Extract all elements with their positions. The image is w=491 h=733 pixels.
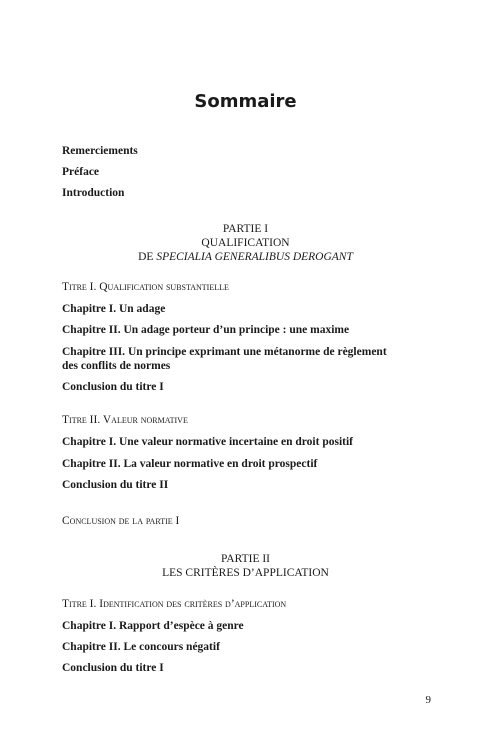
chapter-number: Chapitre II. (62, 324, 121, 336)
part1-titre1-chapter-2 (62, 323, 349, 338)
part2-titre1-chapter-1 (62, 619, 244, 634)
part2-titre1-conclusion: Conclusion du titre I (62, 662, 164, 674)
chapter-text: Rapport d’espèce à genre (118, 620, 244, 632)
part1-titre2-chapter-1 (62, 435, 353, 450)
part1-titre1-label: Titre I. Qualification substantielle (62, 281, 229, 293)
toc-entry-remerciements: Remerciements (62, 145, 138, 157)
part2-title: LES CRITÈRES D’APPLICATION (162, 567, 329, 579)
chapter-text: La valeur normative en droit prospectif (123, 458, 318, 470)
part1-titre2-chapter-2 (62, 457, 317, 472)
toc-entry-preface: Préface (62, 166, 100, 178)
chapter-text: Un principe exprimant une métanorme de règlement (127, 346, 387, 358)
part1-titre1-chapter-1 (62, 302, 165, 317)
part2-label: PARTIE II (220, 553, 271, 565)
part1-subtitle-prefix: DE (138, 251, 154, 263)
chapter-number: Chapitre I. (62, 303, 117, 315)
part1-titre1-chapter-3 (62, 345, 387, 360)
part1-titre2-conclusion: Conclusion du titre II (62, 479, 169, 491)
part1-titre1-conclusion: Conclusion du titre I (62, 381, 164, 393)
page-title: Sommaire (194, 91, 297, 112)
part2-titre1-chapter-2 (62, 640, 220, 655)
part1-subtitle (0, 250, 491, 265)
part2-titre1-label: Titre I. Identification des critères d’application (62, 598, 287, 610)
page-number: 9 (425, 694, 431, 706)
toc-entry-introduction: Introduction (62, 187, 125, 199)
chapter-number: Chapitre I. (62, 436, 117, 448)
chapter-text: Une valeur normative incertaine en droit positif (118, 436, 354, 448)
chapter-number: Chapitre II. (62, 458, 121, 470)
part1-subtitle-italic: SPECIALIA GENERALIBUS DEROGANT (156, 251, 353, 263)
part1-titre1-chapter-3-cont: des conflits de normes (62, 360, 171, 372)
chapter-number: Chapitre III. (62, 346, 126, 358)
part1-titre2-label: Titre II. Valeur normative (62, 414, 188, 426)
chapter-number: Chapitre I. (62, 620, 117, 632)
part1-title: QUALIFICATION (201, 237, 290, 249)
chapter-number: Chapitre II. (62, 641, 121, 653)
chapter-text: Le concours négatif (123, 641, 220, 653)
chapter-text: Un adage porteur d’un principe : une maxime (123, 324, 350, 336)
chapter-text: Un adage (118, 303, 166, 315)
part1-conclusion: Conclusion de la partie I (62, 515, 180, 527)
part1-label: PARTIE I (222, 223, 269, 235)
